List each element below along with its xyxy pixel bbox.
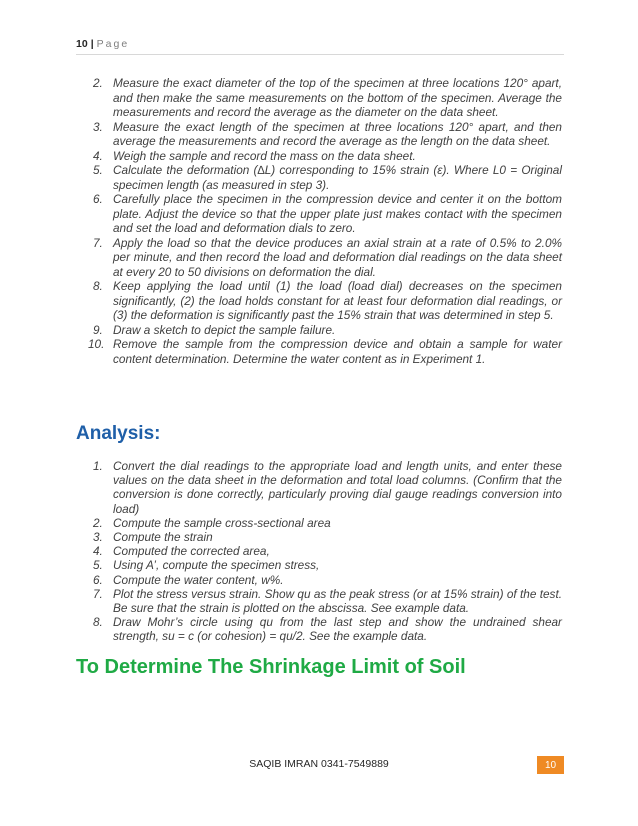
- item-number: 1.: [93, 459, 103, 473]
- item-number: 4.: [93, 544, 103, 559]
- item-text: Draw Mohr’s circle using qu from the last step and show the undrained shear strength, su = c (or cohesion) = qu/2. See the example data.: [113, 615, 562, 644]
- item-text: Apply the load so that the device produces an axial strain at a rate of 0.5% to 2.0% per minute, and then record the load and deformation dial readings on the data sheet at every 20 to 50 divisions on deformation the dial.: [113, 235, 562, 279]
- item-number: 3.: [93, 530, 103, 545]
- item-number: 6.: [93, 572, 103, 587]
- item-text: Compute the strain: [113, 530, 213, 545]
- item-number: 9.: [93, 322, 103, 337]
- item-text: Plot the stress versus strain. Show qu as the peak stress (or at 15% strain) of the test. Be sure that the strain is plotted on the abscissa. See example data.: [113, 586, 562, 616]
- procedure-list: [80, 76, 562, 366]
- page-header: [76, 38, 564, 55]
- item-number: 6.: [93, 192, 103, 206]
- item-number: 10.: [88, 337, 105, 351]
- item-text: Draw a sketch to depict the sample failure.: [113, 322, 336, 337]
- item-number: 7.: [93, 235, 103, 250]
- list-item: [80, 279, 562, 323]
- item-number: 7.: [93, 586, 103, 601]
- analysis-heading: Analysis:: [76, 423, 161, 444]
- item-text: Weigh the sample and record the mass on the data sheet.: [113, 148, 416, 163]
- list-item: [80, 163, 562, 192]
- item-number: 5.: [93, 163, 103, 177]
- item-number: 2.: [93, 76, 103, 90]
- item-text: Remove the sample from the compression device and obtain a sample for water content determination. Determine the water content as in Experiment 1.: [113, 337, 562, 366]
- item-text: Computed the corrected area,: [113, 544, 270, 559]
- item-text: Measure the exact length of the specimen at three locations 120° apart, and then average the measurements and record the average as the length on the data sheet.: [113, 119, 562, 148]
- footer-author: SAQIB IMRAN 0341-7549889: [249, 758, 389, 770]
- list-item: [80, 76, 562, 120]
- item-number: 2.: [93, 515, 103, 530]
- item-number: 8.: [93, 279, 103, 293]
- header-page-number: 10: [76, 38, 88, 50]
- section-title: To Determine The Shrinkage Limit of Soil: [76, 656, 466, 678]
- item-text: Convert the dial readings to the appropriate load and length units, and enter these values on the data sheet in the deformation and total load columns. (Confirm that the conversion is done correctly, particularly proving dial gauge readings conversion into load): [113, 459, 562, 516]
- footer-page-badge: 10: [537, 756, 564, 774]
- item-number: 5.: [93, 558, 103, 573]
- page-footer: [0, 756, 638, 774]
- list-item: [80, 323, 562, 338]
- list-item: [80, 558, 562, 572]
- item-number: 8.: [93, 615, 103, 630]
- list-item: [80, 192, 562, 236]
- list-item: [80, 149, 562, 164]
- list-item: [80, 236, 562, 280]
- list-item: [80, 615, 562, 643]
- item-text: Measure the exact diameter of the top of the specimen at three locations 120° apart, and then make the same measurements on the bottom of the specimen. Average the measurements and record the average as the diameter on the data sheet.: [113, 76, 562, 119]
- analysis-list: [80, 459, 562, 644]
- list-item: [80, 337, 562, 366]
- list-item: [80, 544, 562, 558]
- list-item: [80, 120, 562, 149]
- item-text: Compute the sample cross-sectional area: [113, 515, 331, 530]
- item-text: Keep applying the load until (1) the load (load dial) decreases on the specimen significantly, (2) the load holds constant for at least four deformation dial readings, or (3) the deformation is significantly past the 15% strain that was determined in step 5.: [113, 279, 562, 322]
- item-text: Compute the water content, w%.: [113, 572, 284, 587]
- item-text: Calculate the deformation (∆L) corresponding to 15% strain (ε). Where L0 = Original specimen length (as measured in step 3).: [113, 163, 562, 192]
- item-number: 3.: [93, 119, 103, 134]
- list-item: [80, 516, 562, 530]
- list-item: [80, 459, 562, 516]
- list-item: [80, 573, 562, 587]
- header-separator: |: [90, 38, 94, 50]
- item-text: Using A’, compute the specimen stress,: [113, 558, 320, 573]
- item-number: 4.: [93, 148, 103, 163]
- list-item: [80, 530, 562, 544]
- header-page-label: Page: [96, 38, 130, 50]
- list-item: [80, 587, 562, 615]
- item-text: Carefully place the specimen in the compression device and center it on the bottom plate. Adjust the device so that the upper plate just makes contact with the specimen and set the load and deformation dials to zero.: [113, 192, 562, 235]
